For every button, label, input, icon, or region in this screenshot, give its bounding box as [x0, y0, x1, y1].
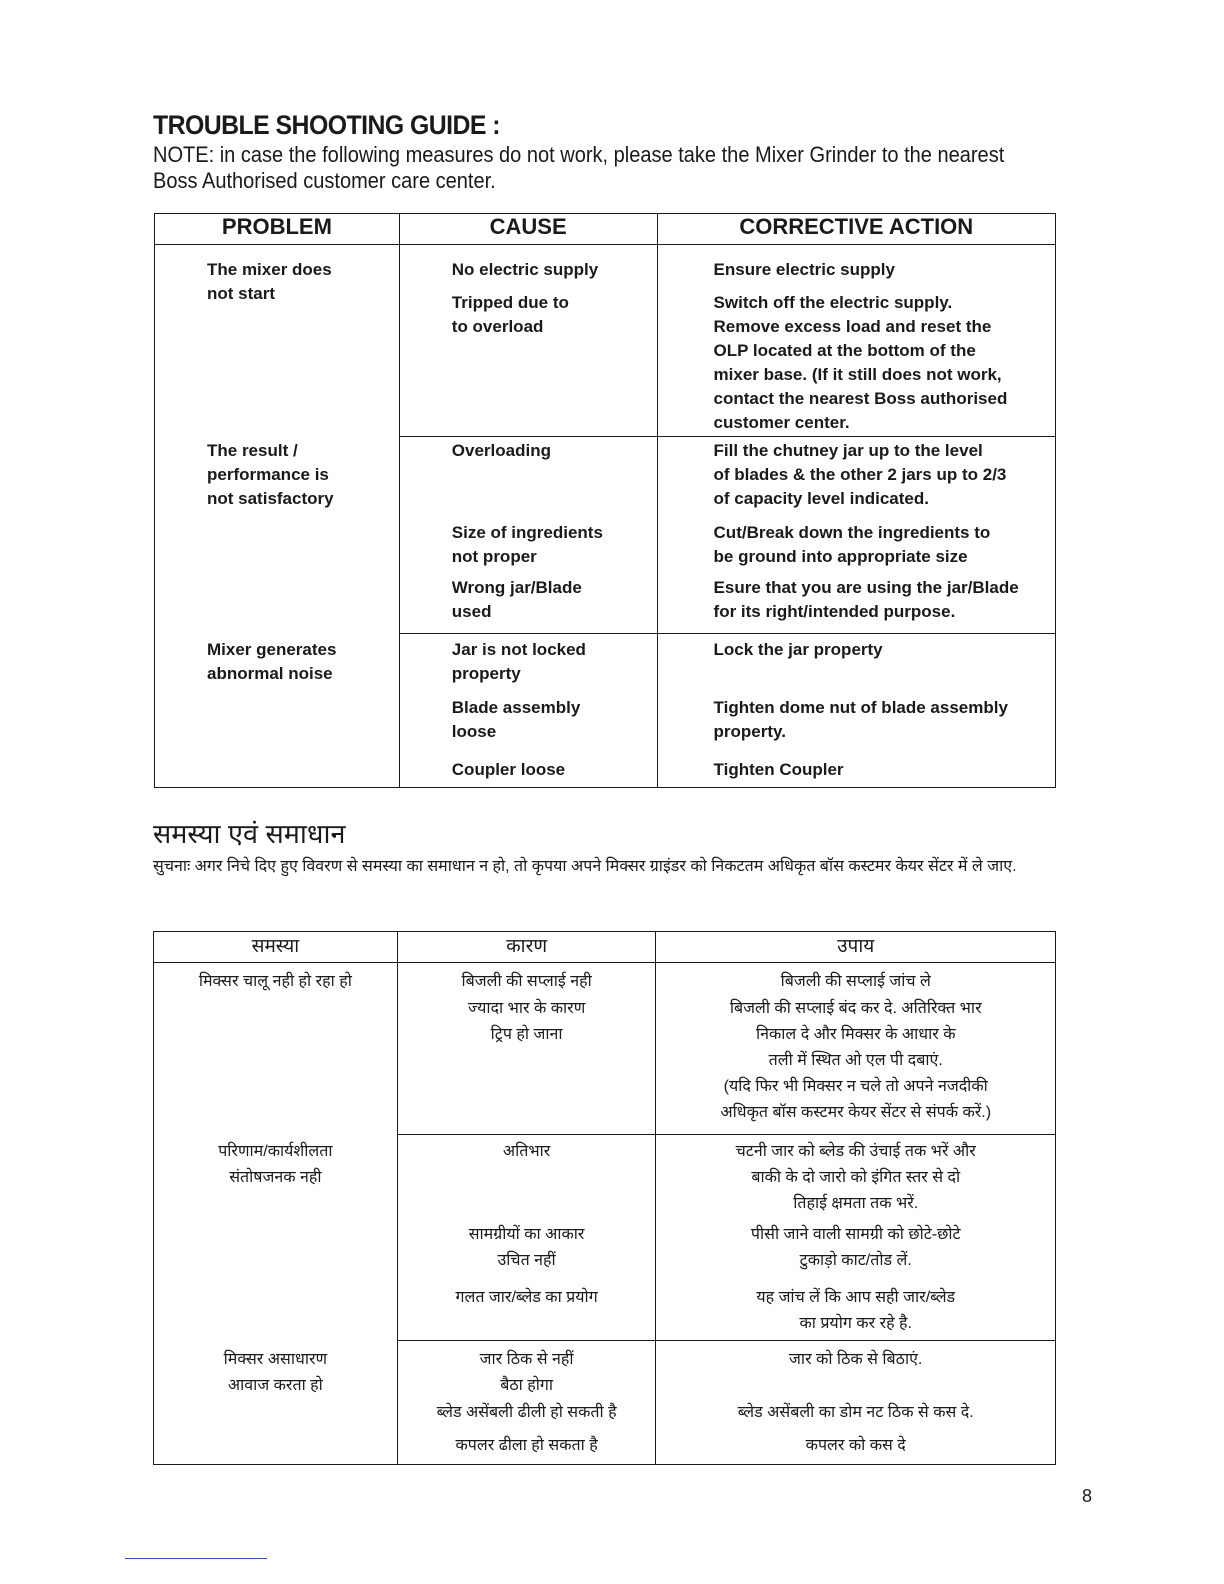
english-header-row: [155, 214, 1056, 245]
problem-cell: The mixer does not start: [155, 245, 400, 437]
cause-cell: Wrong jar/Blade used: [399, 576, 657, 634]
english-title: TROUBLE SHOOTING GUIDE :: [153, 110, 500, 140]
action-cell: Ensure electric supply: [657, 245, 1055, 292]
action-cell: यह जांच लें कि आप सही जार/ब्लेड का प्रयोग कर रहे है.: [656, 1285, 1056, 1341]
header-action-hindi: उपाय: [656, 932, 1056, 963]
problem-cell: The result / performance is not satisfactory: [155, 437, 400, 634]
action-cell: Tighten dome nut of blade assembly property.: [657, 693, 1055, 758]
table-row: [154, 963, 1056, 997]
header-problem: PROBLEM: [155, 214, 400, 245]
hindi-header-row: [154, 932, 1056, 963]
problem-cell: Mixer generates abnormal noise: [155, 634, 400, 788]
cause-cell: सामग्रीयों का आकार उचित नहीं: [397, 1222, 656, 1285]
header-cause-hindi: कारण: [397, 932, 656, 963]
hindi-troubleshooting-table: [153, 931, 1056, 1465]
action-cell: कपलर को कस दे: [656, 1433, 1056, 1465]
problem-cell: परिणाम/कार्यशीलता संतोषजनक नही: [154, 1135, 398, 1341]
page-number: 8: [1082, 1486, 1093, 1506]
problem-cell: मिक्सर असाधारण आवाज करता हो: [154, 1341, 398, 1465]
header-corrective-action: CORRECTIVE ACTION: [657, 214, 1055, 245]
action-cell: पीसी जाने वाली सामग्री को छोटे-छोटे टुकाड़ो काट/तोड लें.: [656, 1222, 1056, 1285]
action-cell: Switch off the electric supply. Remove excess load and reset the OLP located at the bottom of the mixer base. (If it still does not work, contact the nearest Boss authorised customer center.: [657, 291, 1055, 437]
cause-cell: Overloading: [399, 437, 657, 519]
header-cause: CAUSE: [399, 214, 657, 245]
english-troubleshooting-table: [154, 213, 1056, 788]
hindi-note: सुचनाः अगर निचे दिए हुए विवरण से समस्या का समाधान न हो, तो कृपया अपने मिक्सर ग्राइंडर को निकटतम अधिकृत बॉस कस्टमर केयर सेंटर में ले जाए.: [153, 858, 1017, 875]
table-row: [154, 1341, 1056, 1401]
table-row: [155, 634, 1056, 694]
action-cell: बिजली की सप्लाई बंद कर दे. अतिरिक्त भार निकाल दे और मिक्सर के आधार के तली में स्थित ओ एल पी दबाएं. (यदि फिर भी मिक्सर न चले तो अपने नजदीकी अधिकृत बॉस कस्टमर केयर सेंटर से संपर्क करें.): [656, 996, 1056, 1135]
cause-cell: बिजली की सप्लाई नही: [397, 963, 656, 997]
cause-cell: Jar is not locked property: [399, 634, 657, 694]
cause-cell: अतिभार: [397, 1135, 656, 1223]
cause-cell: गलत जार/ब्लेड का प्रयोग: [397, 1285, 656, 1341]
action-cell: Tighten Coupler: [657, 758, 1055, 788]
cause-cell: Coupler loose: [399, 758, 657, 788]
table-row: [155, 245, 1056, 292]
problem-cell: मिक्सर चालू नही हो रहा हो: [154, 963, 398, 1135]
header-problem-hindi: समस्या: [154, 932, 398, 963]
action-cell: ब्लेड असेंबली का डोम नट ठिक से कस दे.: [656, 1400, 1056, 1433]
hindi-title: समस्या एवं समाधान: [153, 819, 346, 849]
action-cell: Lock the jar property: [657, 634, 1055, 694]
action-cell: Fill the chutney jar up to the level of blades & the other 2 jars up to 2/3 of capacity level indicated.: [657, 437, 1055, 519]
table-row: [154, 1135, 1056, 1223]
cause-cell: Size of ingredients not proper: [399, 518, 657, 576]
cause-cell: कपलर ढीला हो सकता है: [397, 1433, 656, 1465]
cause-cell: No electric supply: [399, 245, 657, 292]
footnote-divider: [125, 1558, 267, 1559]
cause-cell: जार ठिक से नहीं बैठा होगा: [397, 1341, 656, 1401]
cause-cell: ज्यादा भार के कारण ट्रिप हो जाना: [397, 996, 656, 1135]
english-note: NOTE: in case the following measures do not work, please take the Mixer Grinder to the nearest Boss Authorised customer care center.: [153, 142, 1005, 193]
cause-cell: ब्लेड असेंबली ढीली हो सकती है: [397, 1400, 656, 1433]
action-cell: जार को ठिक से बिठाएं.: [656, 1341, 1056, 1401]
cause-cell: Blade assembly loose: [399, 693, 657, 758]
table-row: [155, 437, 1056, 519]
action-cell: Cut/Break down the ingredients to be ground into appropriate size: [657, 518, 1055, 576]
cause-cell: Tripped due to to overload: [399, 291, 657, 437]
action-cell: Esure that you are using the jar/Blade for its right/intended purpose.: [657, 576, 1055, 634]
action-cell: चटनी जार को ब्लेड की उंचाई तक भरें और बाकी के दो जारो को इंगित स्तर से दो तिहाई क्षमता तक भरें.: [656, 1135, 1056, 1223]
action-cell: बिजली की सप्लाई जांच ले: [656, 963, 1056, 997]
